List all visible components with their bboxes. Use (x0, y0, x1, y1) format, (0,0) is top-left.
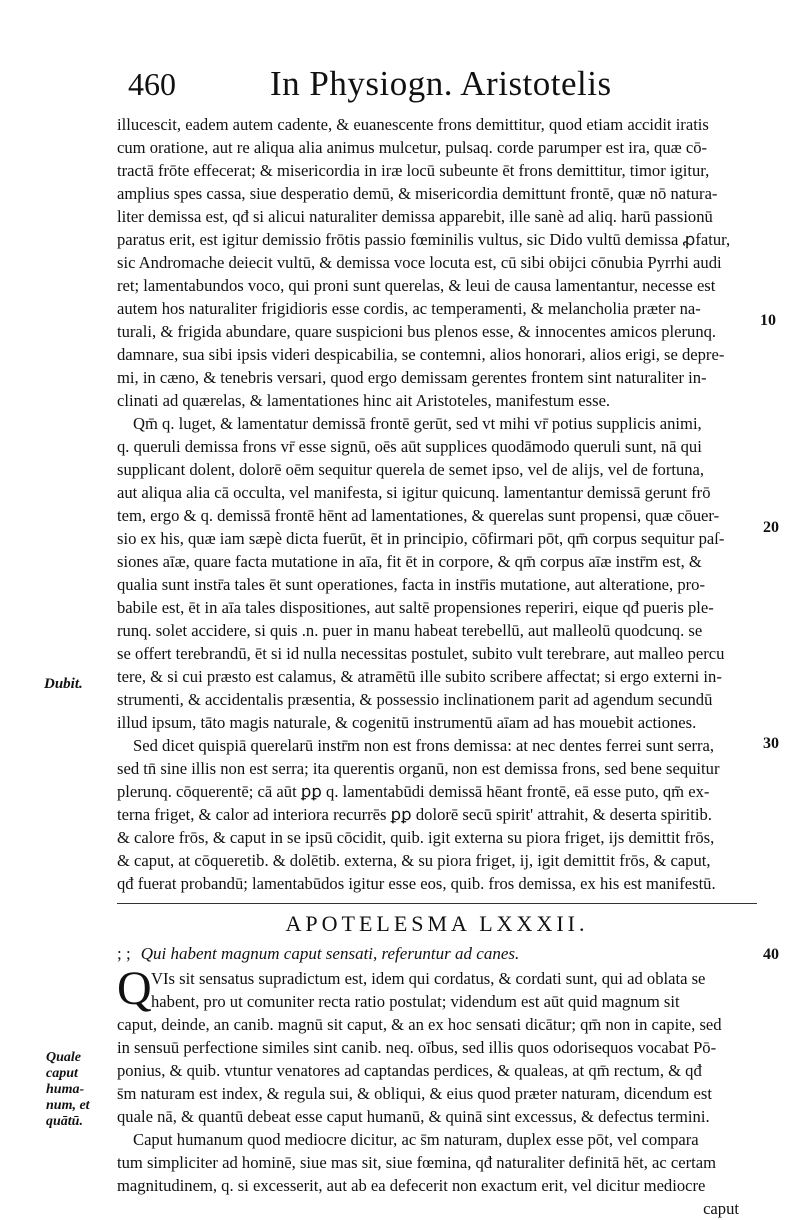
margin-note (46, 1050, 90, 1130)
margin-note-line: num, et (46, 1098, 90, 1113)
margin-note-line: caput (46, 1066, 78, 1081)
text-line: cum oratione, aut re aliqua alia animus mulcetur, pulsaq. corde parumper est ira, quæ cō- (117, 138, 708, 157)
margin-line-number: 20 (763, 519, 779, 536)
text-line: Caput humanum quod mediocre dicitur, ac s̄m naturam, duplex esse pōt, vel compara (133, 1130, 699, 1149)
text-line: plerunq. cōquerentē; cā aūt ꝑꝑ q. lamentabūdi demissā hēant frontē, eā esse puto, qm̄ ex- (117, 782, 710, 801)
text-line: sed tn̄ sine illis non est serra; ita querentis organū, non est demissa frons, sed bene sequitur (117, 759, 720, 778)
main-text-block (117, 113, 757, 1220)
text-line: q. queruli demissa frons vr̄ esse signū, oēs aūt supplices quodāmodo queruli sunt, nā qui (117, 437, 702, 456)
page-number: 460 (128, 66, 176, 102)
margin-note-line: quātū. (46, 1114, 83, 1129)
text-line: liter demissa est, qđ si alicui naturaliter demissa apparebit, ille sanè ad aliq. harū passionū (117, 207, 713, 226)
text-line: autem hos naturaliter frigidioris esse cordis, ac temperamenti, & melancholia præter na- (117, 299, 701, 318)
text-line: aut aliqua alia cā occulta, vel manifesta, si igitur quicunq. lamentantur demissā gerunt frō (117, 483, 711, 502)
text-line: sio ex his, quæ iam sæpè dicta fuerūt, ēt in principio, cōfirmari pōt, qm̄ corpus sequitur paſ- (117, 529, 725, 548)
text-line: tem, ergo & q. demissā frontē hēnt ad lamentationes, & querelas sunt propensi, quæ cōuer- (117, 506, 720, 525)
text-line: mi, in cæno, & tenebris versari, quod ergo demissam gerentes frontem sint naturaliter in- (117, 368, 707, 387)
text-line: qđ fuerat probandū; lamentabūdos igitur esse eos, quib. fros demissa, ex his est manifestū. (117, 874, 716, 893)
running-head: In Physiogn. Aristotelis (270, 64, 612, 103)
text-line: se offert terebrandū, ēt si id nulla necessitas postulet, subito vult terebrare, aut malleo percu (117, 644, 725, 663)
text-line: tere, & si cui præsto est calamus, & atramētū ille subito scribere affectat; si ergo externi in- (117, 667, 722, 686)
text-line: ponius, & quib. vtuntur venatores ad captandas perdices, & qualeas, at qm̄ rectum, & qđ (117, 1061, 702, 1080)
text-line: terna friget, & calor ad interiora recurrēs ꝑꝑ dolorē secū spirit' attrahit, & deserta spiritib. (117, 805, 712, 824)
text-line: in sensuū perfectione similes sint canib. neq. oībus, sed illis quos odorisequos vocabat Pō- (117, 1038, 717, 1057)
subtitle-text: Qui habent magnum caput sensati, referuntur ad canes. (140, 944, 520, 963)
text-line: caput, deinde, an canib. magnū sit caput, & an ex hoc sensati dicātur; qm̄ non in capite, sed (117, 1015, 722, 1034)
margin-line-number: 40 (763, 946, 779, 963)
text-line: illucescit, eadem autem cadente, & euanescente frons demittitur, quod etiam accidit iratis (117, 115, 709, 134)
section-divider (117, 897, 757, 904)
margin-line-number: 30 (763, 735, 779, 752)
text-line: habent, pro ut comuniter recta ratio postulat; videndum est aūt quid magnum sit (151, 992, 680, 1011)
text-line: babile est, ēt in aīa tales dispositiones, aut saltē propensiones reperiri, eique qđ pueris ple- (117, 598, 714, 617)
margin-note-line: Quale (46, 1050, 81, 1065)
drop-cap: Q (117, 962, 152, 1015)
text-line: damnare, sua sibi ipsis videri despicabilia, se contemni, alios honorari, alios erigi, se depre- (117, 345, 725, 364)
text-line: Qm̄ q. luget, & lamentatur demissā frontē gerūt, sed vt mihi vr̄ potius supplicis animi, (133, 414, 702, 433)
margin-note-dubit: Dubit. (44, 676, 83, 692)
text-line: clinati ad quærelas, & lamentationes hinc ait Aristoteles, manifestum esse. (117, 391, 611, 410)
text-line: & calore frōs, & caput in se ipsū cōcidit, quib. igit externa su piora friget, ijs demittit frōs, (117, 828, 715, 847)
text-line: & caput, at cōqueretib. & dolētib. externa, & su piora friget, ij, igit demittit frōs, & caput, (117, 851, 711, 870)
page-header (120, 60, 680, 108)
text-line: turali, & frigida abundare, quare suspicioni bus plenos esse, & innocentes amicos plerunq. (117, 322, 717, 341)
subtitle-marker: ; ; (117, 944, 131, 963)
text-line: paratus erit, est igitur demissio frōtis passio fœminilis vultus, sic Dido vultū demissa ꝓfatur, (117, 230, 731, 249)
margin-line-number: 10 (760, 312, 776, 329)
text-line: magnitudinem, q. si excesserit, aut ab ea defecerit non exactum erit, vel dicitur mediocre (117, 1176, 706, 1195)
text-line: qualia sunt instr̄a tales ēt sunt operationes, facta in instr̄is mutatione, aut alteratione, pro- (117, 575, 705, 594)
margin-note-line: huma- (46, 1082, 85, 1097)
text-line: strumenti, & accidentalis præsentia, & possessio inclinationem parit ad agendum secundū (117, 690, 713, 709)
section-subtitle (117, 941, 757, 967)
text-line: s̄m naturam est index, & regula sui, & obliqui, & eius quod præter naturam, dicendum est (117, 1084, 712, 1103)
text-line: supplicant dolent, dolorē oēm sequitur querela de semet ipso, vel de alijs, vel de fortuna, (117, 460, 705, 479)
text-line: tum simpliciter ad hominē, siue mas sit, siue fœmina, qđ naturaliter definitā hēt, ac certam (117, 1153, 717, 1172)
text-line: Sed dicet quispiā querelarū instr̄m non est frons demissa: at nec dentes ferrei sunt serra, (133, 736, 715, 755)
text-line-content: VIs sit sensatus supradictum est, idem qui cordatus, & cordati sunt, qui ad oblata se (151, 969, 706, 988)
text-line: quale nā, & quantū debeat esse caput humanū, & quinā sint excessus, & defectus termini. (117, 1107, 710, 1126)
text-line: siones aīæ, quare facta mutatione in aīa, fit ēt in corpore, & qm̄ corpus aīæ instr̄m est, & (117, 552, 702, 571)
catchword: caput (703, 1199, 739, 1218)
section-heading: APOTELESMA LXXXII. (285, 911, 589, 936)
text-line: ret; lamentabundos voco, qui proni sunt querelas, & leui de causa lamentantur, necesse est (117, 276, 716, 295)
text-line: amplius spes cassa, siue desperatio demū, & misericordia demittunt frontē, quæ nō natura- (117, 184, 718, 203)
text-line: sic Andromache deiecit vultū, & demissa voce locuta est, cū sibi obijci cōnubia Pyrrhi audi (117, 253, 722, 272)
text-line: runq. solet accidere, si quis .n. puer in manu habeat terebellū, aut malleolū quodcunq. se (117, 621, 703, 640)
text-line: tractā frōte effecerat; & misericordia in iræ locū subeunte ēt frons demittitur, timor igitur, (117, 161, 710, 180)
text-line: illud ipsum, tāto magis naturale, & cogenitū instrumentū aīam ad has mouebit actiones. (117, 713, 697, 732)
